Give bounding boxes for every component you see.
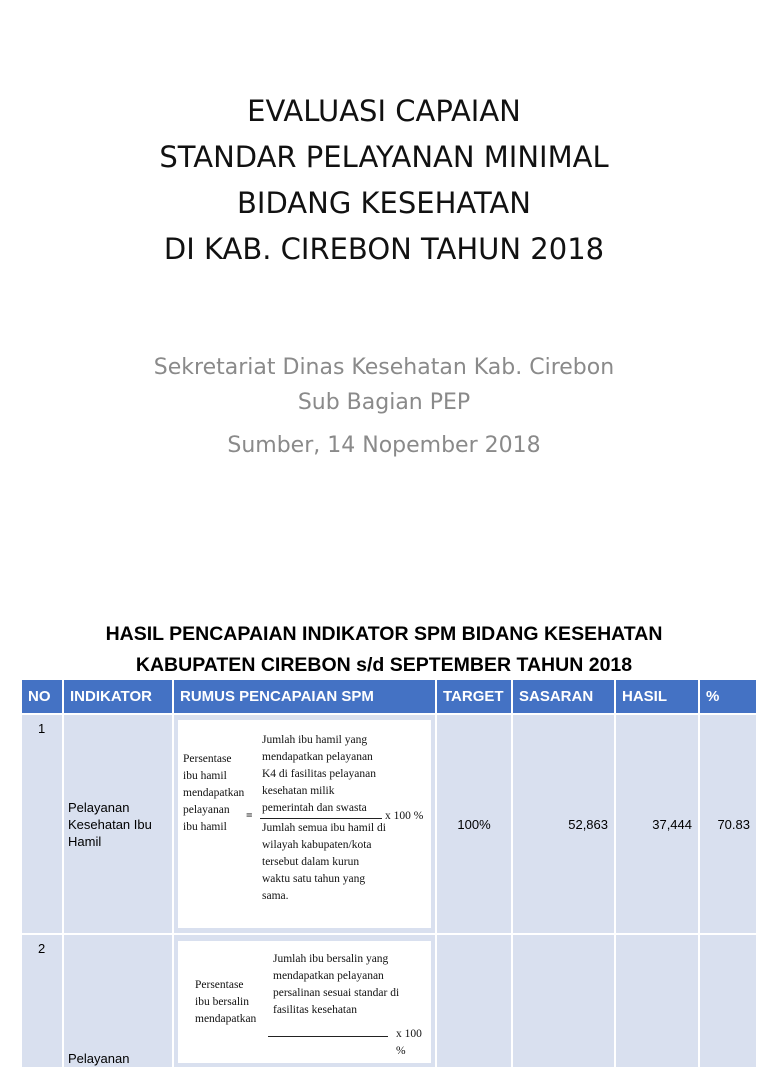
column-header-indikator: INDIKATOR <box>63 679 173 714</box>
slide-date: Sumber, 14 Nopember 2018 <box>227 433 541 458</box>
formula-image <box>178 720 431 928</box>
column-header-hasil: HASIL <box>615 679 699 714</box>
formula-multiplier: x 100 % <box>396 1028 422 1057</box>
cell-persen: 70.83 <box>699 714 757 934</box>
cell-indikator: Pelayanan Kesehatan Ibu Hamil <box>63 714 173 934</box>
fraction-bar <box>260 818 382 819</box>
cell-persen <box>699 934 757 1068</box>
cell-indikator: Pelayanan <box>63 934 173 1068</box>
formula-denominator: Jumlah semua ibu hamil di wilayah kabupaten/kota tersebut dalam kurun waktu satu tahun yang sama. <box>262 822 386 902</box>
cell-target: 100% <box>436 714 512 934</box>
cell-rumus <box>173 714 436 934</box>
title-line: EVALUASI CAPAIAN <box>247 94 521 128</box>
formula-numerator: Jumlah ibu hamil yang mendapatkan pelayanan K4 di fasilitas pelayanan kesehatan milik pemerintah dan swasta <box>262 734 377 814</box>
results-slide <box>0 605 768 1066</box>
fraction-bar <box>268 1036 388 1037</box>
column-header-target: TARGET <box>436 679 512 714</box>
cell-rumus <box>173 934 436 1068</box>
cell-sasaran: 52,863 <box>512 714 615 934</box>
formula-equals: = <box>246 810 253 822</box>
column-header-no: NO <box>21 679 63 714</box>
heading-line: KABUPATEN CIREBON s/d SEPTEMBER TAHUN 2018 <box>135 654 633 676</box>
slide-subtitle <box>0 350 768 463</box>
table-row <box>21 934 757 1068</box>
table-row <box>21 714 757 934</box>
cell-hasil <box>615 934 699 1068</box>
cell-no: 2 <box>21 934 63 1068</box>
subtitle-line: Sekretariat Dinas Kesehatan Kab. Cirebon <box>153 355 615 380</box>
cell-sasaran <box>512 934 615 1068</box>
table-heading <box>0 619 768 681</box>
subtitle-line: Sub Bagian PEP <box>297 390 471 415</box>
cell-hasil: 37,444 <box>615 714 699 934</box>
formula-numerator: Jumlah ibu bersalin yang mendapatkan pelayanan persalinan sesuai standar di fasilitas kesehatan <box>273 953 400 1016</box>
formula-multiplier: x 100 % <box>385 810 424 822</box>
title-line: DI KAB. CIREBON TAHUN 2018 <box>163 232 605 266</box>
column-header-rumus: RUMUS PENCAPAIAN SPM <box>173 679 436 714</box>
title-line: STANDAR PELAYANAN MINIMAL <box>159 140 609 174</box>
formula-left-label: Persentase ibu bersalin mendapatkan <box>195 979 257 1025</box>
title-line: BIDANG KESEHATAN <box>237 186 531 220</box>
heading-line: HASIL PENCAPAIAN INDIKATOR SPM BIDANG KESEHATAN <box>105 623 663 645</box>
formula-image <box>178 941 431 1063</box>
formula-left-label: Persentase ibu hamil mendapatkan pelayanan ibu hamil <box>183 753 245 833</box>
slide-title <box>0 88 768 272</box>
cell-target <box>436 934 512 1068</box>
spm-table <box>20 678 758 1069</box>
column-header-persen: % <box>699 679 757 714</box>
column-header-sasaran: SASARAN <box>512 679 615 714</box>
table-header-row <box>21 679 757 714</box>
cell-no: 1 <box>21 714 63 934</box>
